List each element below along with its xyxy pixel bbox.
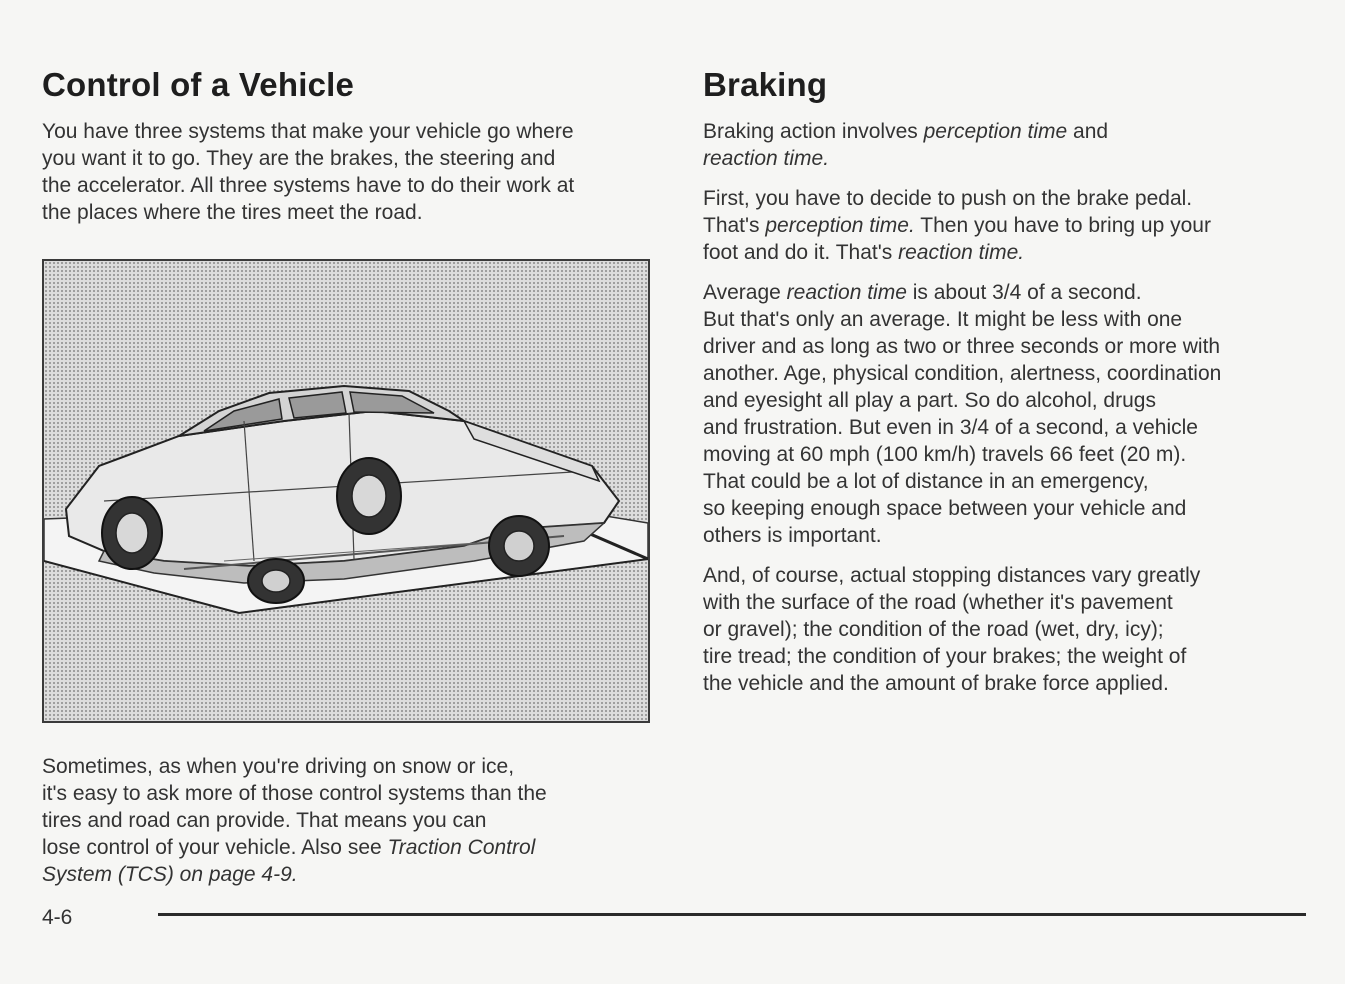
text-line: another. Age, physical condition, alertness, coordination — [703, 362, 1222, 385]
term-perception-time: perception time. — [765, 214, 915, 237]
term-perception-time: perception time — [923, 120, 1068, 143]
text-line: Sometimes, as when you're driving on snow or ice, — [42, 755, 515, 778]
text-segment: and — [1067, 120, 1109, 143]
text-segment: foot and do it. That's — [703, 241, 899, 264]
text-line: others is important. — [703, 524, 882, 547]
intro-line: You have three systems that make your vehicle go where — [42, 120, 574, 143]
term-reaction-time: reaction time — [786, 281, 907, 304]
stopping-distance-paragraph — [703, 562, 1308, 697]
text-line: That could be a lot of distance in an emergency, — [703, 470, 1149, 493]
text-line — [42, 861, 657, 888]
term-reaction-time: reaction time. — [703, 147, 830, 170]
footer-rule — [158, 913, 1306, 916]
text-line — [703, 239, 1308, 266]
text-line: the vehicle and the amount of brake force applied. — [703, 672, 1169, 695]
heading-control-of-vehicle: Control of a Vehicle — [42, 66, 355, 103]
page-number: 4-6 — [42, 906, 73, 929]
text-line — [703, 145, 1308, 172]
text-line: or gravel); the condition of the road (wet, dry, icy); — [703, 618, 1164, 641]
text-segment: That's — [703, 214, 766, 237]
wheel-front-left — [102, 497, 162, 569]
wheel-front-right — [248, 559, 304, 603]
left-column — [42, 66, 657, 239]
text-line: it's easy to ask more of those control systems than the — [42, 782, 547, 805]
right-column — [703, 66, 1308, 710]
text-line — [703, 212, 1308, 239]
text-line — [703, 279, 1308, 306]
wheel-rear-left — [337, 458, 401, 534]
text-segment: lose control of your vehicle. Also see — [42, 836, 388, 859]
text-segment: Braking action involves — [703, 120, 924, 143]
text-segment: Average — [703, 281, 787, 304]
intro-line: you want it to go. They are the brakes, the steering and — [42, 147, 556, 170]
text-line — [42, 834, 657, 861]
term-reaction-time: reaction time. — [898, 241, 1025, 264]
perception-paragraph — [703, 185, 1308, 266]
traction-paragraph — [42, 753, 657, 888]
text-line: and eyesight all play a part. So do alcohol, drugs — [703, 389, 1156, 412]
braking-intro-paragraph — [703, 118, 1308, 172]
text-line: and frustration. But even in 3/4 of a second, a vehicle — [703, 416, 1198, 439]
text-line: First, you have to decide to push on the brake pedal. — [703, 187, 1193, 210]
text-line: tires and road can provide. That means you can — [42, 809, 487, 832]
traction-paragraph-block — [42, 753, 657, 901]
text-line: But that's only an average. It might be less with one — [703, 308, 1183, 331]
text-segment: is about 3/4 of a second. — [906, 281, 1142, 304]
car-illustration-svg — [44, 261, 648, 721]
intro-paragraph — [42, 118, 657, 226]
text-line: with the surface of the road (whether it's pavement — [703, 591, 1173, 614]
car-underside-illustration — [42, 259, 650, 723]
text-segment: Then you have to bring up your — [914, 214, 1211, 237]
text-line: tire tread; the condition of your brakes; the weight of — [703, 645, 1187, 668]
wheel-rear-right — [489, 516, 549, 576]
traction-control-reference-cont[interactable]: System (TCS) on page 4-9. — [42, 863, 298, 886]
text-line — [703, 118, 1308, 145]
text-line: driver and as long as two or three seconds or more with — [703, 335, 1221, 358]
text-line: moving at 60 mph (100 km/h) travels 66 feet (20 m). — [703, 443, 1187, 466]
intro-line: the accelerator. All three systems have to do their work at — [42, 174, 575, 197]
heading-braking: Braking — [703, 66, 828, 103]
traction-control-reference[interactable]: Traction Control — [387, 836, 536, 859]
text-line: And, of course, actual stopping distances vary greatly — [703, 564, 1201, 587]
intro-line: the places where the tires meet the road. — [42, 201, 423, 224]
reaction-time-paragraph — [703, 279, 1308, 549]
text-line: so keeping enough space between your vehicle and — [703, 497, 1187, 520]
